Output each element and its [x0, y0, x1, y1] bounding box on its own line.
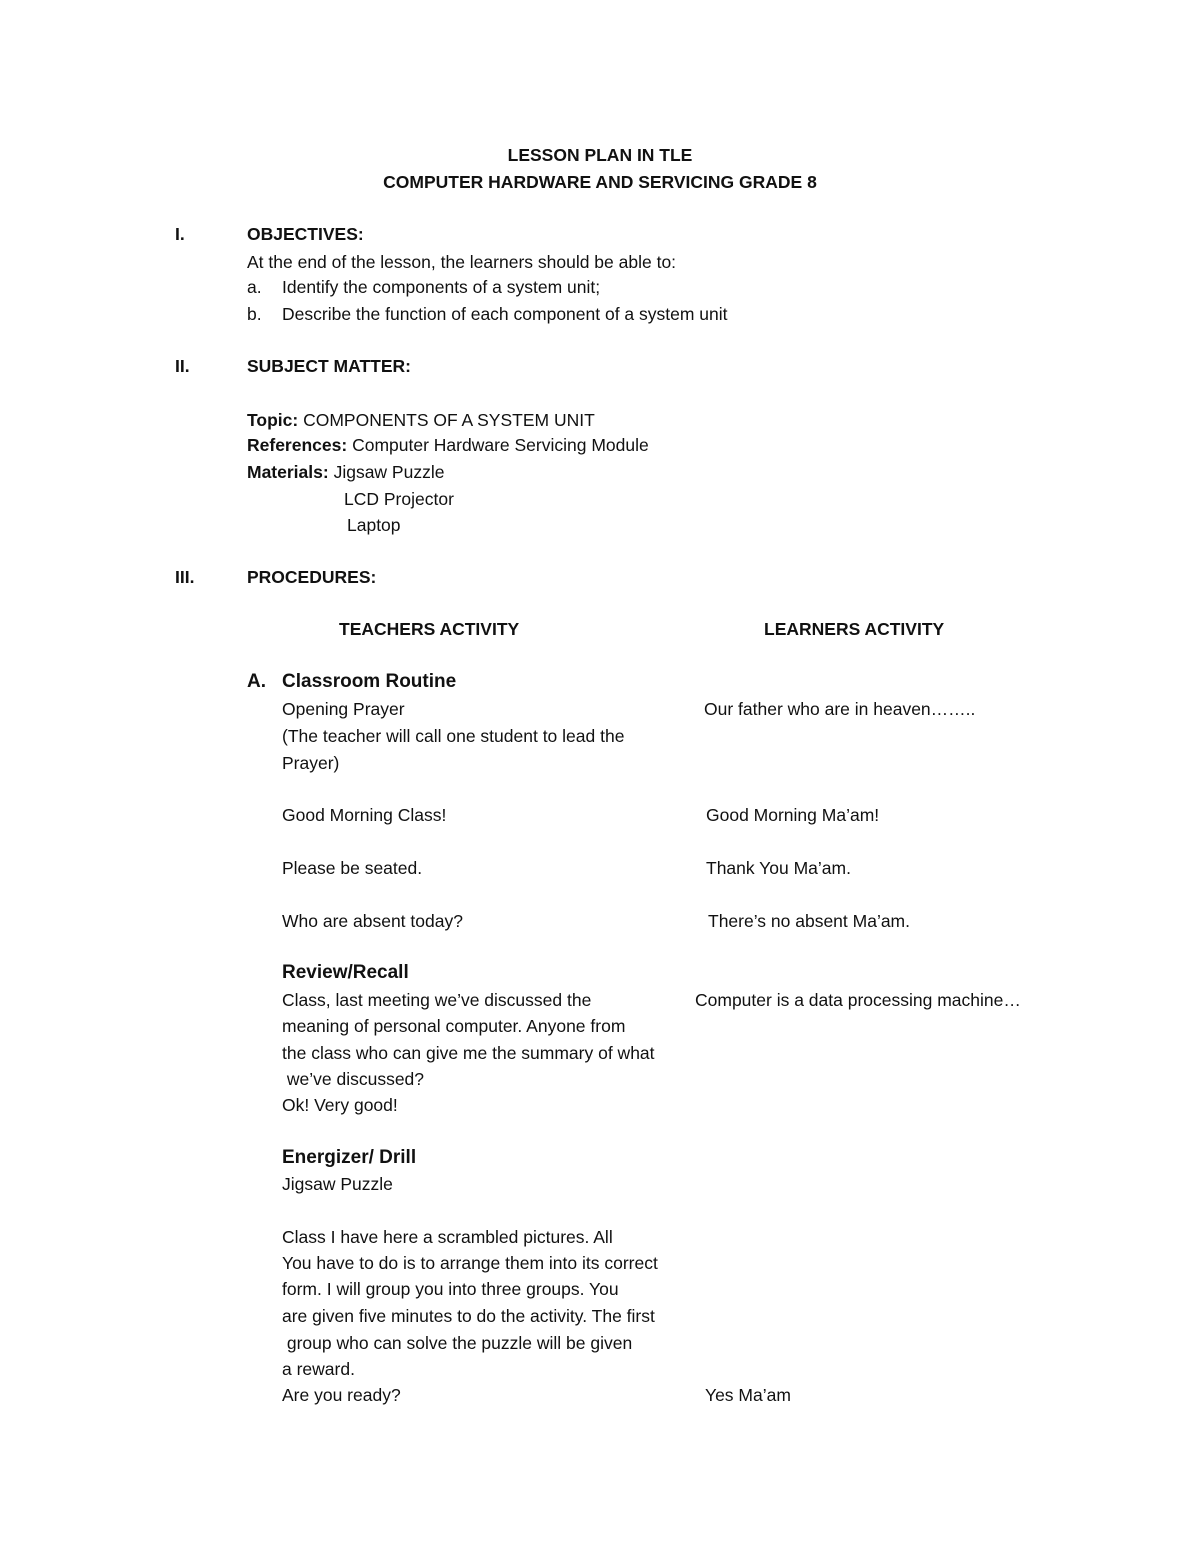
objectives-intro: At the end of the lesson, the learners should be able to:: [247, 252, 677, 272]
teacher-line: Good Morning Class!: [282, 805, 447, 825]
teacher-line: meaning of personal computer. Anyone from: [282, 1016, 626, 1036]
learner-line: Thank You Ma’am.: [706, 858, 851, 878]
subsection-heading: Classroom Routine: [282, 671, 457, 692]
references-line: [247, 434, 649, 456]
material-item: Jigsaw Puzzle: [333, 462, 445, 482]
materials-label: Materials:: [247, 462, 329, 482]
learners-activity-header: LEARNERS ACTIVITY: [764, 619, 945, 639]
learner-line: Good Morning Ma’am!: [706, 805, 880, 825]
material-item: Laptop: [347, 515, 401, 535]
teachers-activity-header: TEACHERS ACTIVITY: [339, 619, 520, 639]
subsection-heading: Review/Recall: [282, 962, 409, 983]
section-heading: PROCEDURES:: [247, 567, 377, 587]
teacher-line: are given five minutes to do the activity. The first: [282, 1306, 655, 1326]
teacher-line: (The teacher will call one student to lead the: [282, 726, 625, 746]
document-subtitle: COMPUTER HARDWARE AND SERVICING GRADE 8: [383, 172, 817, 192]
references-label: References:: [247, 435, 348, 455]
teacher-line: group who can solve the puzzle will be given: [282, 1333, 633, 1353]
teacher-line: Jigsaw Puzzle: [282, 1174, 393, 1194]
material-item: LCD Projector: [344, 489, 454, 509]
teacher-line: the class who can give me the summary of what: [282, 1043, 655, 1063]
section-heading: SUBJECT MATTER:: [247, 356, 411, 376]
objective-item: Describe the function of each component of a system unit: [282, 304, 728, 324]
references-value: Computer Hardware Servicing Module: [352, 435, 649, 455]
subsection-heading: Energizer/ Drill: [282, 1147, 417, 1168]
learner-line: Yes Ma’am: [705, 1385, 791, 1405]
topic-line: [247, 409, 595, 431]
section-heading: OBJECTIVES:: [247, 224, 364, 244]
section-numeral: III.: [175, 567, 195, 587]
teacher-line: a reward.: [282, 1359, 355, 1379]
materials-line: [247, 461, 444, 483]
objective-item: Identify the components of a system unit;: [282, 277, 601, 297]
teacher-line: form. I will group you into three groups. You: [282, 1279, 619, 1299]
topic-value: COMPONENTS OF A SYSTEM UNIT: [303, 410, 595, 430]
teacher-line: Prayer): [282, 753, 340, 773]
section-numeral: I.: [175, 224, 185, 244]
list-marker: b.: [247, 304, 262, 324]
teacher-line: You have to do is to arrange them into its correct: [282, 1253, 658, 1273]
teacher-line: Are you ready?: [282, 1385, 401, 1405]
learner-line: Our father who are in heaven……..: [704, 699, 976, 719]
teacher-line: we’ve discussed?: [282, 1069, 425, 1089]
teacher-line: Class I have here a scrambled pictures. All: [282, 1227, 613, 1247]
teacher-line: Who are absent today?: [282, 911, 463, 931]
section-numeral: II.: [175, 356, 190, 376]
subsection-marker: A.: [247, 671, 266, 692]
learner-line: Computer is a data processing machine…: [695, 990, 1021, 1010]
teacher-line: Class, last meeting we’ve discussed the: [282, 990, 592, 1010]
teacher-line: Ok! Very good!: [282, 1095, 398, 1115]
teacher-line: Please be seated.: [282, 858, 423, 878]
learner-line: There’s no absent Ma’am.: [708, 911, 911, 931]
document-title: LESSON PLAN IN TLE: [507, 145, 693, 165]
teacher-line: Opening Prayer: [282, 699, 405, 719]
list-marker: a.: [247, 277, 262, 297]
topic-label: Topic:: [247, 410, 299, 430]
